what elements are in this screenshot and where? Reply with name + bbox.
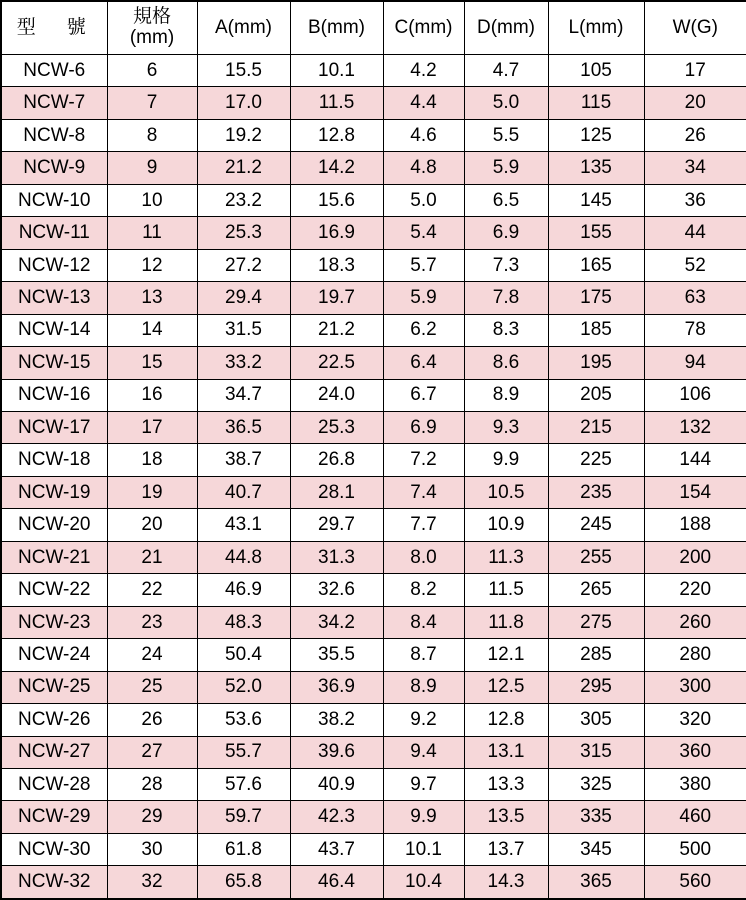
cell-a: 33.2	[197, 347, 290, 379]
table-header-row	[1, 1, 746, 55]
cell-b: 10.1	[290, 55, 383, 87]
cell-c: 10.1	[383, 833, 464, 865]
table-row	[1, 282, 746, 314]
cell-model: NCW-10	[1, 184, 107, 216]
cell-spec: 6	[107, 55, 197, 87]
cell-spec: 28	[107, 768, 197, 800]
cell-l: 275	[548, 606, 644, 638]
cell-b: 18.3	[290, 249, 383, 281]
cell-l: 305	[548, 704, 644, 736]
cell-l: 295	[548, 671, 644, 703]
cell-w: 260	[644, 606, 746, 638]
cell-w: 220	[644, 574, 746, 606]
cell-model: NCW-28	[1, 768, 107, 800]
table-row	[1, 119, 746, 151]
cell-spec: 24	[107, 639, 197, 671]
cell-model: NCW-11	[1, 217, 107, 249]
cell-d: 11.8	[464, 606, 548, 638]
cell-d: 12.8	[464, 704, 548, 736]
cell-d: 11.3	[464, 541, 548, 573]
cell-a: 17.0	[197, 87, 290, 119]
cell-spec: 18	[107, 444, 197, 476]
cell-model: NCW-15	[1, 347, 107, 379]
cell-model: NCW-23	[1, 606, 107, 638]
cell-d: 12.1	[464, 639, 548, 671]
cell-l: 325	[548, 768, 644, 800]
cell-w: 380	[644, 768, 746, 800]
cell-w: 154	[644, 476, 746, 508]
cell-w: 106	[644, 379, 746, 411]
cell-w: 200	[644, 541, 746, 573]
cell-w: 34	[644, 152, 746, 184]
cell-b: 43.7	[290, 833, 383, 865]
cell-model: NCW-21	[1, 541, 107, 573]
cell-spec: 32	[107, 866, 197, 899]
table-row	[1, 866, 746, 899]
cell-spec: 14	[107, 314, 197, 346]
cell-model: NCW-29	[1, 801, 107, 833]
cell-model: NCW-18	[1, 444, 107, 476]
table-row	[1, 801, 746, 833]
cell-spec: 20	[107, 509, 197, 541]
table-row	[1, 411, 746, 443]
cell-spec: 22	[107, 574, 197, 606]
table-row	[1, 704, 746, 736]
cell-a: 23.2	[197, 184, 290, 216]
cell-c: 6.4	[383, 347, 464, 379]
cell-w: 144	[644, 444, 746, 476]
cell-b: 42.3	[290, 801, 383, 833]
cell-b: 40.9	[290, 768, 383, 800]
table-row	[1, 541, 746, 573]
cell-spec: 23	[107, 606, 197, 638]
cell-a: 25.3	[197, 217, 290, 249]
cell-model: NCW-14	[1, 314, 107, 346]
cell-a: 29.4	[197, 282, 290, 314]
cell-l: 315	[548, 736, 644, 768]
cell-b: 12.8	[290, 119, 383, 151]
cell-model: NCW-19	[1, 476, 107, 508]
cell-b: 15.6	[290, 184, 383, 216]
cell-model: NCW-27	[1, 736, 107, 768]
cell-spec: 21	[107, 541, 197, 573]
column-header-l: L(mm)	[548, 1, 644, 55]
cell-a: 40.7	[197, 476, 290, 508]
cell-c: 9.4	[383, 736, 464, 768]
cell-d: 11.5	[464, 574, 548, 606]
table-row	[1, 574, 746, 606]
cell-spec: 8	[107, 119, 197, 151]
table-row	[1, 379, 746, 411]
cell-w: 360	[644, 736, 746, 768]
cell-c: 8.0	[383, 541, 464, 573]
cell-l: 155	[548, 217, 644, 249]
cell-spec: 12	[107, 249, 197, 281]
cell-a: 53.6	[197, 704, 290, 736]
cell-c: 4.4	[383, 87, 464, 119]
table-row	[1, 768, 746, 800]
cell-d: 5.5	[464, 119, 548, 151]
cell-spec: 29	[107, 801, 197, 833]
cell-b: 34.2	[290, 606, 383, 638]
cell-b: 35.5	[290, 639, 383, 671]
table-row	[1, 444, 746, 476]
cell-b: 14.2	[290, 152, 383, 184]
column-header-spec	[107, 1, 197, 55]
cell-w: 78	[644, 314, 746, 346]
table-body	[1, 55, 746, 900]
cell-d: 6.5	[464, 184, 548, 216]
cell-d: 13.5	[464, 801, 548, 833]
cell-c: 8.9	[383, 671, 464, 703]
table-header	[1, 1, 746, 55]
cell-w: 560	[644, 866, 746, 899]
cell-b: 29.7	[290, 509, 383, 541]
cell-model: NCW-16	[1, 379, 107, 411]
cell-a: 36.5	[197, 411, 290, 443]
cell-w: 36	[644, 184, 746, 216]
table-row	[1, 314, 746, 346]
cell-c: 5.0	[383, 184, 464, 216]
cell-l: 165	[548, 249, 644, 281]
cell-model: NCW-30	[1, 833, 107, 865]
cell-w: 300	[644, 671, 746, 703]
cell-spec: 11	[107, 217, 197, 249]
cell-b: 38.2	[290, 704, 383, 736]
cell-a: 57.6	[197, 768, 290, 800]
cell-spec: 9	[107, 152, 197, 184]
cell-model: NCW-22	[1, 574, 107, 606]
cell-l: 215	[548, 411, 644, 443]
table-row	[1, 87, 746, 119]
table-row	[1, 217, 746, 249]
cell-l: 145	[548, 184, 644, 216]
cell-b: 26.8	[290, 444, 383, 476]
cell-c: 6.7	[383, 379, 464, 411]
cell-b: 28.1	[290, 476, 383, 508]
cell-a: 52.0	[197, 671, 290, 703]
cell-a: 46.9	[197, 574, 290, 606]
cell-a: 19.2	[197, 119, 290, 151]
column-header-c: C(mm)	[383, 1, 464, 55]
cell-w: 188	[644, 509, 746, 541]
cell-spec: 13	[107, 282, 197, 314]
cell-d: 12.5	[464, 671, 548, 703]
cell-c: 5.7	[383, 249, 464, 281]
cell-a: 34.7	[197, 379, 290, 411]
cell-d: 4.7	[464, 55, 548, 87]
cell-d: 8.3	[464, 314, 548, 346]
cell-c: 4.2	[383, 55, 464, 87]
cell-c: 7.2	[383, 444, 464, 476]
cell-l: 205	[548, 379, 644, 411]
cell-d: 9.9	[464, 444, 548, 476]
cell-a: 15.5	[197, 55, 290, 87]
cell-d: 10.9	[464, 509, 548, 541]
table-row	[1, 249, 746, 281]
column-header-b: B(mm)	[290, 1, 383, 55]
cell-b: 25.3	[290, 411, 383, 443]
cell-c: 8.2	[383, 574, 464, 606]
cell-c: 8.4	[383, 606, 464, 638]
cell-a: 55.7	[197, 736, 290, 768]
cell-w: 460	[644, 801, 746, 833]
table-row	[1, 347, 746, 379]
cell-b: 36.9	[290, 671, 383, 703]
cell-a: 59.7	[197, 801, 290, 833]
cell-w: 17	[644, 55, 746, 87]
cell-l: 245	[548, 509, 644, 541]
cell-a: 21.2	[197, 152, 290, 184]
cell-b: 21.2	[290, 314, 383, 346]
cell-b: 32.6	[290, 574, 383, 606]
column-header-model: 型 號	[1, 1, 107, 55]
cell-model: NCW-12	[1, 249, 107, 281]
cell-model: NCW-32	[1, 866, 107, 899]
cell-spec: 15	[107, 347, 197, 379]
cell-b: 11.5	[290, 87, 383, 119]
cell-w: 44	[644, 217, 746, 249]
column-header-a: A(mm)	[197, 1, 290, 55]
table-row	[1, 476, 746, 508]
cell-w: 320	[644, 704, 746, 736]
cell-b: 16.9	[290, 217, 383, 249]
cell-a: 65.8	[197, 866, 290, 899]
cell-l: 225	[548, 444, 644, 476]
cell-spec: 17	[107, 411, 197, 443]
cell-c: 7.4	[383, 476, 464, 508]
cell-a: 61.8	[197, 833, 290, 865]
cell-c: 6.2	[383, 314, 464, 346]
cell-spec: 30	[107, 833, 197, 865]
cell-l: 125	[548, 119, 644, 151]
cell-d: 8.9	[464, 379, 548, 411]
table-row	[1, 736, 746, 768]
cell-l: 175	[548, 282, 644, 314]
cell-model: NCW-24	[1, 639, 107, 671]
cell-w: 132	[644, 411, 746, 443]
cell-model: NCW-25	[1, 671, 107, 703]
cell-c: 10.4	[383, 866, 464, 899]
table-row	[1, 55, 746, 87]
cell-model: NCW-13	[1, 282, 107, 314]
cell-model: NCW-20	[1, 509, 107, 541]
cell-l: 195	[548, 347, 644, 379]
table-row	[1, 833, 746, 865]
cell-model: NCW-9	[1, 152, 107, 184]
cell-c: 4.8	[383, 152, 464, 184]
cell-a: 50.4	[197, 639, 290, 671]
cell-model: NCW-8	[1, 119, 107, 151]
cell-b: 22.5	[290, 347, 383, 379]
cell-l: 185	[548, 314, 644, 346]
table-row	[1, 639, 746, 671]
cell-w: 26	[644, 119, 746, 151]
cell-l: 115	[548, 87, 644, 119]
cell-w: 63	[644, 282, 746, 314]
column-header-spec-line2: (mm)	[129, 27, 175, 48]
cell-l: 255	[548, 541, 644, 573]
table-row	[1, 606, 746, 638]
cell-w: 280	[644, 639, 746, 671]
cell-b: 46.4	[290, 866, 383, 899]
cell-spec: 16	[107, 379, 197, 411]
cell-c: 4.6	[383, 119, 464, 151]
cell-d: 8.6	[464, 347, 548, 379]
cell-a: 44.8	[197, 541, 290, 573]
cell-d: 9.3	[464, 411, 548, 443]
cell-d: 13.7	[464, 833, 548, 865]
cell-d: 7.3	[464, 249, 548, 281]
cell-d: 5.9	[464, 152, 548, 184]
cell-a: 31.5	[197, 314, 290, 346]
cell-c: 5.9	[383, 282, 464, 314]
cell-d: 6.9	[464, 217, 548, 249]
cell-model: NCW-17	[1, 411, 107, 443]
cell-a: 48.3	[197, 606, 290, 638]
cell-w: 20	[644, 87, 746, 119]
table-row	[1, 671, 746, 703]
cell-l: 285	[548, 639, 644, 671]
cell-spec: 27	[107, 736, 197, 768]
cell-d: 13.1	[464, 736, 548, 768]
cell-a: 38.7	[197, 444, 290, 476]
cell-c: 9.9	[383, 801, 464, 833]
cell-model: NCW-6	[1, 55, 107, 87]
cell-b: 39.6	[290, 736, 383, 768]
cell-c: 9.2	[383, 704, 464, 736]
cell-d: 13.3	[464, 768, 548, 800]
cell-l: 265	[548, 574, 644, 606]
cell-d: 10.5	[464, 476, 548, 508]
cell-b: 19.7	[290, 282, 383, 314]
column-header-spec-line1: 規格	[132, 6, 171, 28]
cell-l: 235	[548, 476, 644, 508]
cell-c: 6.9	[383, 411, 464, 443]
cell-w: 52	[644, 249, 746, 281]
cell-a: 27.2	[197, 249, 290, 281]
cell-model: NCW-7	[1, 87, 107, 119]
cell-spec: 7	[107, 87, 197, 119]
cell-c: 9.7	[383, 768, 464, 800]
table-row	[1, 509, 746, 541]
column-header-w: W(G)	[644, 1, 746, 55]
cell-w: 500	[644, 833, 746, 865]
table-row	[1, 184, 746, 216]
cell-d: 5.0	[464, 87, 548, 119]
cell-l: 135	[548, 152, 644, 184]
cell-spec: 10	[107, 184, 197, 216]
column-header-d: D(mm)	[464, 1, 548, 55]
cell-spec: 25	[107, 671, 197, 703]
cell-d: 7.8	[464, 282, 548, 314]
cell-c: 7.7	[383, 509, 464, 541]
cell-b: 24.0	[290, 379, 383, 411]
cell-a: 43.1	[197, 509, 290, 541]
cell-l: 345	[548, 833, 644, 865]
cell-l: 335	[548, 801, 644, 833]
cell-c: 8.7	[383, 639, 464, 671]
cell-l: 105	[548, 55, 644, 87]
cell-spec: 19	[107, 476, 197, 508]
cell-l: 365	[548, 866, 644, 899]
cell-spec: 26	[107, 704, 197, 736]
cell-b: 31.3	[290, 541, 383, 573]
cell-d: 14.3	[464, 866, 548, 899]
cell-w: 94	[644, 347, 746, 379]
table-row	[1, 152, 746, 184]
cell-model: NCW-26	[1, 704, 107, 736]
cell-c: 5.4	[383, 217, 464, 249]
